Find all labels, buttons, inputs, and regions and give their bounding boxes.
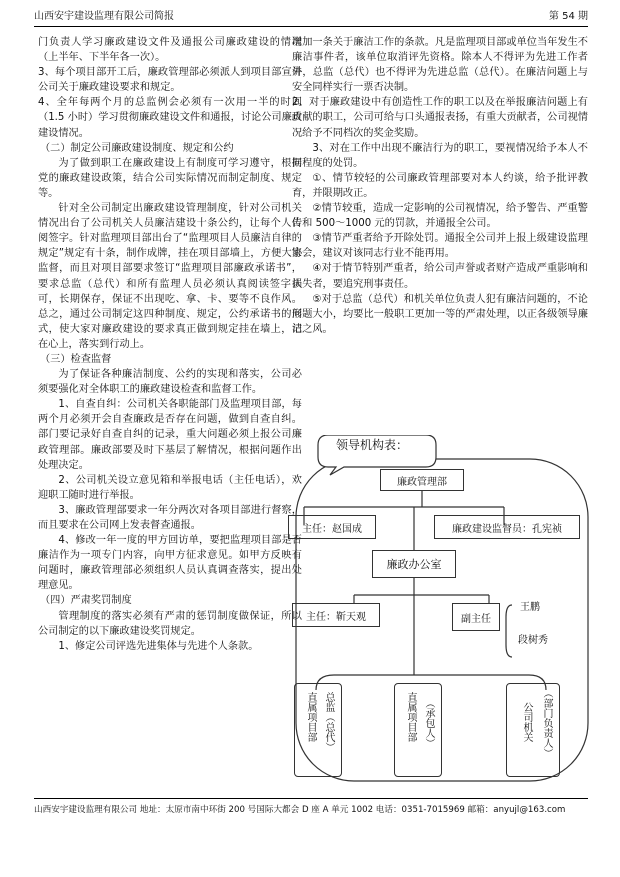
right-paragraph: 3、对在工作中出现不廉洁行为的职工，要视情况给予本人不同程度的处罚。 [292, 142, 588, 169]
left-paragraph: （二）制定公司廉政建设制度、规定和公约 [40, 142, 234, 154]
org-box-supervisor: 廉政建设监督员：孔宪祯 [434, 515, 580, 539]
org-unit-1-a: 直属项目部 [305, 692, 316, 742]
right-paragraph: ③情节严重者给予开除处罚。通报全公司并上报上级建设监理协会，建议对该同志行业不能再用。 [292, 233, 588, 260]
left-paragraph: 为了保证各种廉洁制度、公约的实现和落实，公司必须要强化对全体职工的廉政建设检查和监督工作。 [38, 369, 302, 396]
header-company: 山西安宇建设监理有限公司简报 [34, 11, 174, 22]
right-paragraph: 2、对于廉政建设中有创造性工作的职工以及在举报廉洁问题上有贡献的职工，公司可给与口头通报表扬，有重大贡献者，公司视情况给予不同档次的奖金奖励。 [292, 97, 588, 139]
org-unit-2 [394, 683, 442, 777]
left-paragraph: 4、修改一年一度的甲方回访单，要把监理项目部是否廉洁作为一项专门内容，向甲方征求意见。如甲方反映有问题时，廉政管理部必须组织人员认真调查落实，提出处理意见。 [38, 535, 302, 592]
right-paragraph: ⑤对于总监（总代）和机关单位负责人犯有廉洁问题的，不论问题大小，均要比一般职工更加一等的严肃处理，以正各级领导廉洁之风。 [292, 293, 588, 335]
left-paragraph: 门负责人学习廉政建设文件及通报公司廉政建设的情况（上半年、下半年各一次）。 [38, 37, 302, 64]
left-paragraph: 针对全公司制定出廉政建设管理制度，针对公司机关情况出台了公司机关人员廉洁建设十条公约，让每个人传阅签字。针对监理项目部出台了“监理项目人员廉洁自律的规定”规定有十条，制作成牌，挂在项目部墙上，方便大家监督，而且对项目部要求签订“监理项目部廉政承诺书”，要求总监（总代）和所有监理人员必须认真阅读签字认可，长期保存，保证不出现吃、拿、卡、要等不良作风。总之，通过公司制定这四种制度、规定，公约承诺书的形式，使大家对廉政建设的要求真正做到规定挂在墙上，记在心上，落实到行动上。 [38, 203, 302, 350]
right-paragraph: ④对于情节特别严重者，给公司声誉或者财产造成严重影响和损失者，要追究刑事责任。 [292, 263, 588, 290]
org-unit-1 [294, 683, 342, 777]
header-rule [34, 26, 588, 27]
org-box-management-dept: 廉政管理部 [380, 469, 464, 491]
left-paragraph: 3、每个项目部开工后，廉政管理部必须派人到项目部宣讲公司关于廉政建设要求和规定。 [38, 67, 302, 94]
org-deputy-1: 王鹏 [520, 602, 540, 613]
org-unit-3-a: 公司机关 [521, 702, 532, 742]
org-unit-3-b: （部门负责人） [541, 688, 552, 758]
right-paragraph: ②情节较重，造成一定影响的公司视情况，给予警告、严重警告和 500～1000 元的罚款，并通报全公司。 [292, 203, 588, 230]
right-column [292, 35, 588, 337]
left-paragraph: （四）严肃奖罚制度 [40, 595, 132, 607]
footer-rule [34, 798, 588, 799]
left-column [38, 35, 302, 654]
left-paragraph: 1、修定公司评选先进集体与先进个人条款。 [58, 640, 259, 652]
page-header [34, 0, 588, 24]
left-paragraph: 3、廉政管理部要求一年分两次对各项目部进行督察，而且要求在公司网上发表督查通报。 [38, 504, 302, 531]
right-paragraph: ①、情节较轻的公司廉政管理部要对本人约谈，给予批评教育，并限期改正。 [292, 172, 588, 199]
org-box-director: 主任：赵国成 [288, 515, 376, 539]
left-paragraph: 1、自查自纠：公司机关各职能部门及监理项目部，每两个月必须开会自查廉政是否存在问题，做到自查自纠。部门要记录好自查自纠的记录，重大问题必须上报公司廉政管理部。廉政部要及时下基层了解情况，根据问题作出处理决定。 [38, 399, 302, 471]
org-box-deputy: 副主任 [452, 603, 500, 631]
header-issue: 第 54 期 [548, 11, 588, 22]
left-paragraph: 2、公司机关设立意见箱和举报电话（主任电话），欢迎职工随时进行举报。 [38, 474, 302, 501]
org-unit-3 [506, 683, 560, 777]
org-chart [284, 435, 594, 785]
org-unit-1-b: 总监（总代） [323, 692, 334, 752]
page-footer: 山西安宇建设监理有限公司 地址：太原市南中环街 200 号国际大都会 D 座 A 单元 1002 电话：0351-7015969 邮箱：anyujl@163.com [34, 805, 566, 815]
left-paragraph: 4、全年每两个月的总监例会必须有一次用一半的时间（1.5 小时）学习贯彻廉政建设文件和通报，讨论公司廉政建设情况。 [38, 97, 302, 139]
left-paragraph: 为了做到职工在廉政建设上有制度可学习遵守，根据党的廉政建设政策，结合公司实际情况而制定制度、规定等。 [38, 157, 302, 199]
left-paragraph: 管理制度的落实必须有严肃的惩罚制度做保证，所以公司制定的以下廉政建设奖罚规定。 [38, 610, 302, 637]
org-chart-title: 领导机构表： [336, 438, 409, 452]
org-deputy-2: 段树秀 [518, 635, 548, 646]
left-paragraph: （三）检查监督 [40, 353, 112, 365]
org-unit-2-b: （承包人） [423, 698, 434, 748]
right-paragraph: 增加一条关于廉洁工作的条款。凡是监理项目部或单位当年发生不廉洁事件者，该单位取消评先资格。除本人不得评为先进工作者外，总监（总代）也不得评为先进总监（总代）。在廉洁问题上与安全同样实行一票否决制。 [292, 37, 588, 94]
org-box-office: 廉政办公室 [372, 550, 456, 578]
org-box-office-director: 主任：靳天观 [292, 603, 380, 627]
org-unit-2-a: 直属项目部 [405, 692, 416, 742]
